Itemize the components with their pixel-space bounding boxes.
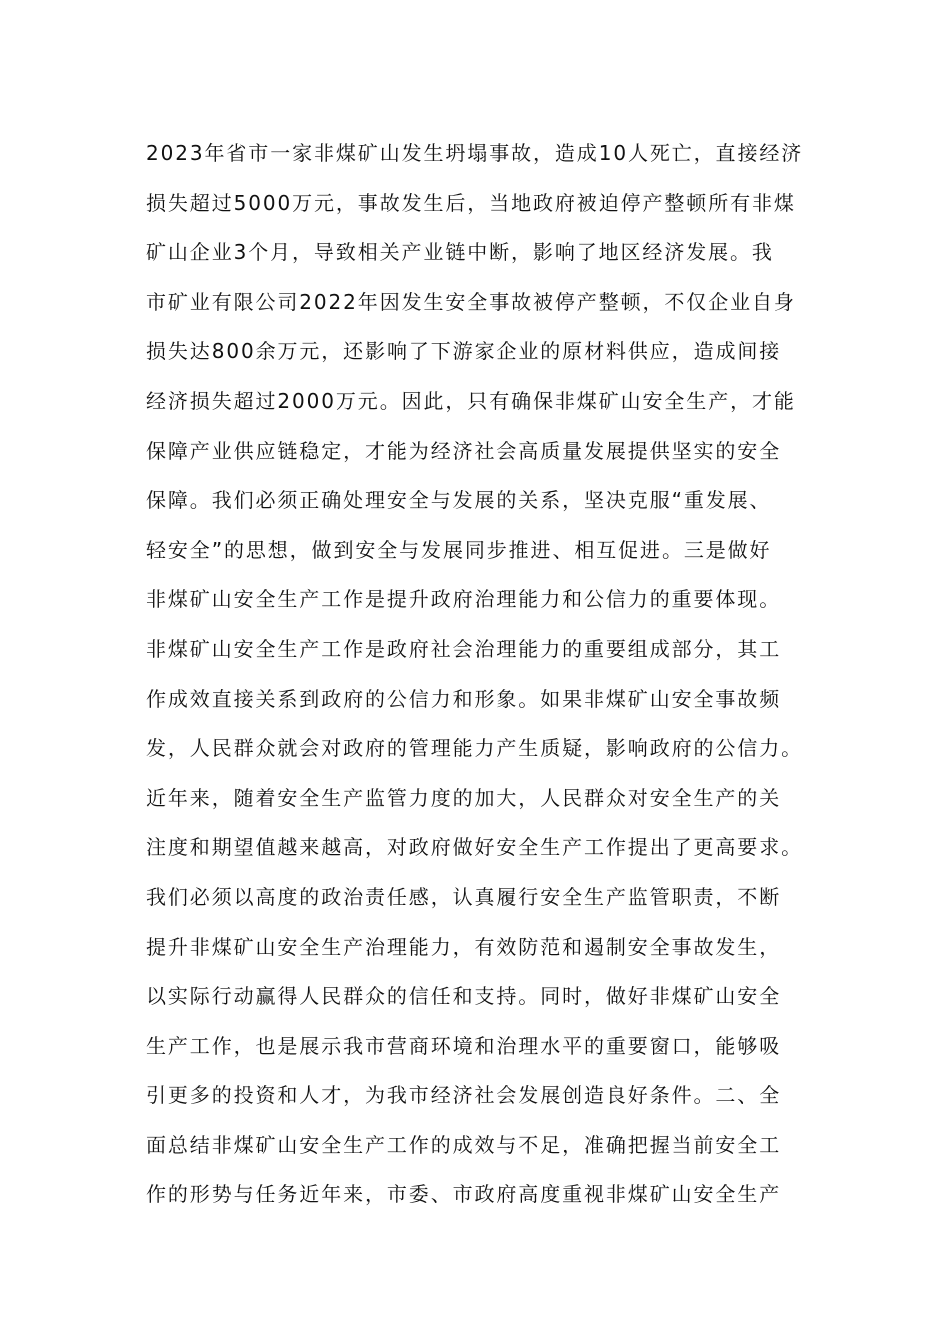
text-line: 生产工作，也是展示我市营商环境和治理水平的重要窗口，能够吸 [146,1033,782,1058]
text-line: 轻安全”的思想，做到安全与发展同步推进、相互促进。三是做好 [146,537,772,562]
text-line: 非煤矿山安全生产工作是提升政府治理能力和公信力的重要体现。 [146,587,782,612]
text-line: 非煤矿山安全生产工作是政府社会治理能力的重要组成部分，其工 [146,636,782,661]
text-line: 注度和期望值越来越高，对政府做好安全生产工作提出了更高要求。 [146,835,803,860]
text-line: 2023年省市一家非煤矿山发生坍塌事故，造成10人死亡，直接经济 [146,141,804,165]
text-line: 以实际行动赢得人民群众的信任和支持。同时，做好非煤矿山安全 [146,984,782,1009]
text-line: 我们必须以高度的政治责任感，认真履行安全生产监管职责，不断 [146,884,782,909]
text-line: 作成效直接关系到政府的公信力和形象。如果非煤矿山安全事故频 [146,686,782,711]
text-line: 引更多的投资和人才，为我市经济社会发展创造良好条件。二、全 [146,1083,782,1108]
text-line: 矿山企业3个月，导致相关产业链中断，影响了地区经济发展。我 [146,240,774,265]
text-line: 损失超过5000万元，事故发生后，当地政府被迫停产整顿所有非煤 [146,190,796,215]
text-line: 面总结非煤矿山安全生产工作的成效与不足，准确把握当前安全工 [146,1132,782,1157]
text-line: 作的形势与任务近年来，市委、市政府高度重视非煤矿山安全生产 [146,1182,782,1207]
text-line: 保障产业供应链稳定，才能为经济社会高质量发展提供坚实的安全 [146,438,782,463]
text-line: 经济损失超过2000万元。因此，只有确保非煤矿山安全生产，才能 [146,388,796,413]
text-line: 保障。我们必须正确处理安全与发展的关系，坚决克服“重发展、 [146,488,772,513]
text-line: 发，人民群众就会对政府的管理能力产生质疑，影响政府的公信力。 [146,736,803,761]
text-line: 损失达800余万元，还影响了下游家企业的原材料供应，造成间接 [146,339,782,364]
text-line: 提升非煤矿山安全生产治理能力，有效防范和遏制安全事故发生， [146,934,782,959]
text-line: 市矿业有限公司2022年因发生安全事故被停产整顿，不仅企业自身 [146,289,796,314]
body-text [146,129,846,1220]
text-line: 近年来，随着安全生产监管力度的加大，人民群众对安全生产的关 [146,785,782,810]
